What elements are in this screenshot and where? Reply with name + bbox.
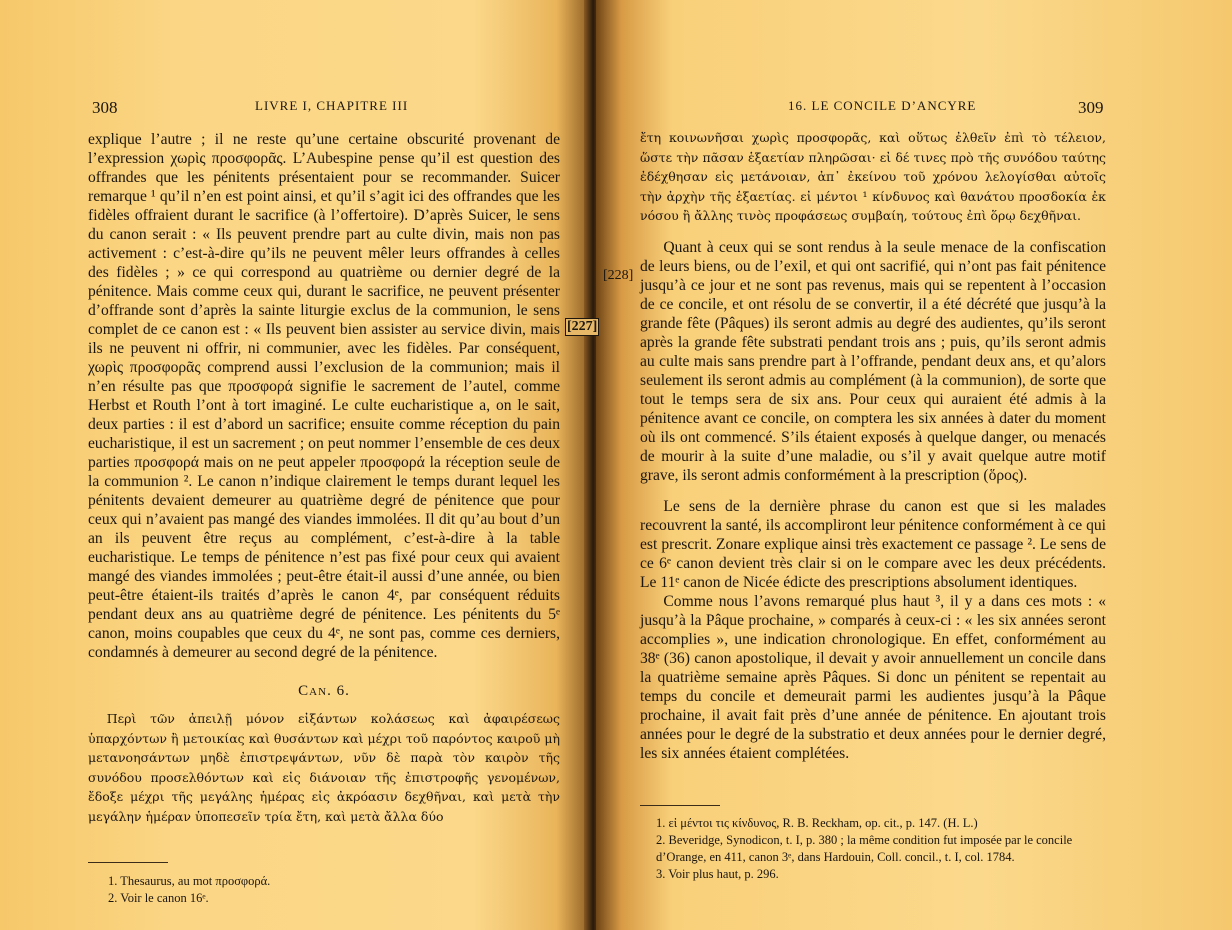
footnote: 2. Beveridge, Synodicon, t. I, p. 380 ; la même condition fut imposée par le concile d’Orange, en 411, canon 3ᵉ, dans Hardouin, Coll. concil., t. I, col. 1784.: [656, 833, 1073, 864]
commentary-paragraph: Comme nous l’avons remarqué plus haut ³, il y a dans ces mots : « jusqu’à la Pâque prochaine, » comparés à ceux-ci : « les six années seront accomplies », une indication chronologique. En effet, conformément au 38ᵉ (36) canon apostolique, il devait y avoir annuellement un concile dans la quatrième semaine après Pâques. Si donc un pénitent se repentait au temps du concile et demeurait parmi les audientes jusqu’à la Pâque prochaine, il avait fait près d’une année de pénitence. En ajoutant trois années pour le degré de la substratio et deux années pour le dernier degré, les six années étaient complétées.: [640, 592, 1106, 762]
right-running-head: 16. LE CONCILE D’ANCYRE: [788, 98, 977, 113]
left-running-head: LIVRE I, CHAPITRE III: [255, 98, 409, 113]
left-page: [0, 0, 592, 930]
footnote: 3. Voir plus haut, p. 296.: [656, 867, 779, 881]
left-greek-text: Περὶ τῶν ἀπειλῇ μόνον εἰξάντων κολάσεως καὶ ἀφαιρέσεως ὑπαρχόντων ἢ μετοικίας καὶ θυσάντων καὶ μέχρι τοῦ παρόντος καιροῦ μὴ μετανοησάντων μηδὲ ἐπιστρεψάντων, νῦν δὲ παρὰ τὸν καιρὸν τῆς συνόδου προσελθόντων καὶ εἰς διάνοιαν τῆς ἐπιστροφῆς γενομένων, ἔδοξε μέχρι τῆς μεγάλης ἡμέρας εἰς ἀκρόασιν δεχθῆναι, καὶ μετὰ τὴν μεγάλην ἡμέραν ὑποπεσεῖν τρία ἔτη, καὶ μετὰ ἄλλα δύο: [88, 711, 560, 824]
canon-heading: Can. 6.: [298, 683, 350, 699]
commentary-paragraph: Le sens de la dernière phrase du canon est que si les malades recouvrent la santé, ils accompliront leur pénitence conformément à ce qui est prescrit. Zonare explique ainsi très exactement ce passage ². Le sens de ce 6ᵉ canon devient très clair si on le compare avec les deux précédents. Le 11ᵉ canon de Nicée édicte des prescriptions absolument identiques.: [640, 497, 1106, 591]
left-paragraph: explique l’autre ; il ne reste qu’une certaine obscurité provenant de l’expression χωρὶς προσφορᾶς. L’Aubespine pense qu’il est question des offrandes que les pénitents présentaient pour se recommander. Suicer remarque ¹ qu’il n’en est point ainsi, et qu’il s’agit ici des offrandes que les fidèles offraient durant le sacrifice (à l’offertoire). D’après Suicer, le sens du canon serait : « Ils peuvent prendre part au culte divin, mais non pas activement : c’est-à-dire qu’ils ne peuvent mêler leurs offrandes à celles des fidèles ; » ce qui correspond au quatrième ou dernier degré de la pénitence. Mais comme ceux qui, durant le sacrifice, ne peuvent présenter d’offrande sont d’après la sainte liturgie exclus de la communion, le sens complet de ce canon est : « Ils peuvent bien assister au service divin, mais ils ne peuvent ni offrir, ni communier, avec les fidèles. Par conséquent, χωρὶς προσφορᾶς comprend aussi l’exclusion de la communion; mais il n’en résulte pas que προσφορά signifie le sacrement de l’autel, comme Herbst et Routh l’ont à tort imaginé. Le culte eucharistique a, on le sait, deux parties : il est d’abord un sacrifice; ensuite comme réception du pain eucharistique, il est un sacrement ; on peut nommer l’ensemble de ces deux parties προσφορά mais on ne peut appeler προσφορά la réception seule de la communion ². Le canon n’indique clairement le temps durant lequel les pénitents devaient demeurer au quatrième degré de pénitence que pour ceux qui n’avaient pas mangé des viandes immolées. Il dit qu’au bout d’un an ils peuvent être reçus au complément, c’est-à-dire à la table eucharistique. Le temps de pénitence n’est pas fixé pour ceux qui avaient mangé des viandes immolées ; peut-être était-il aussi d’une année, ou bien peut-être étaient-ils traités d’après le canon 4ᵉ, par conséquent réduits pendant deux ans au quatrième degré de pénitence. Les pénitents du 5ᵉ canon, moins coupables que ceux du 4ᵉ, ne sont pas, comme ces derniers, condamnés à demeurer au second degré de la pénitence.: [88, 131, 560, 661]
right-page-number: 309: [1078, 98, 1104, 117]
right-footnote-rule: [640, 805, 720, 806]
left-page-number: 308: [92, 98, 118, 117]
translation-paragraph: Quant à ceux qui se sont rendus à la seule menace de la confiscation de leurs biens, ou de l’exil, et qui ont sacrifié, qui n’ont pas fait pénitence jusqu’à ce jour et ne sont pas revenus, mais qui se repentent à l’occasion de ce concile, et ont résolu de se convertir, il a été décrété que jusqu’à la grande fête (Pâques) ils seront admis au degré des audientes, qu’ils seront après la grande fête substrati pendant trois ans ; puis, qu’ils seront admis au culte mais sans prendre part à l’offrande, pendant deux ans, et qu’alors seulement ils seront admis au complément (à la communion), de sorte que tout le temps sera de six ans. Pour ceux qui auraient été admis à la pénitence avant ce concile, on comptera les six années à dater du moment où ils ont commencé. S’ils étaient exposés à quelque danger, ou menacés de mourir à la suite d’une maladie, ou s’il y avait quelque autre motif grave, ils seront admis conformément à la prescription (ὅρος).: [640, 238, 1106, 484]
margin-ref-228: [228]: [603, 268, 634, 283]
left-body-text: [88, 130, 560, 826]
right-greek-text: ἔτη κοινωνῆσαι χωρὶς προσφορᾶς, καὶ οὕτως ἐλθεῖν ἐπὶ τὸ τέλειον, ὥστε τὴν πᾶσαν ἑξαετίαν πληρῶσαι· εἰ δέ τινες πρὸ τῆς συνόδου ταύτης ἐδέχθησαν εἰς μετάνοιαν, ἀπ᾿ ἐκείνου τοῦ χρόνου λελογίσθαι αὐτοῖς τὴν ἀρχὴν τῆς ἑξαετίας. εἰ μέντοι ¹ κίνδυνος καὶ θανάτου προσδοκία ἐκ νόσου ἢ ἄλλης τινὸς προφάσεως συμβαίη, τούτους ἐπὶ ὅρῳ δεχθῆναι.: [640, 130, 1106, 223]
margin-ref-227: [227]: [567, 319, 598, 334]
footnote: 2. Voir le canon 16ᵉ.: [108, 891, 209, 905]
right-body-text: [640, 128, 1106, 763]
footnote: 1. εἰ μέντοι τις κίνδυνος, R. B. Reckham, op. cit., p. 147. (H. L.): [656, 816, 978, 830]
footnote: 1. Thesaurus, au mot προσφορά.: [108, 874, 271, 888]
right-footnotes: [640, 815, 1106, 883]
left-footnote-rule: [88, 862, 168, 863]
right-page: [596, 0, 1232, 930]
left-footnotes: [92, 873, 552, 907]
